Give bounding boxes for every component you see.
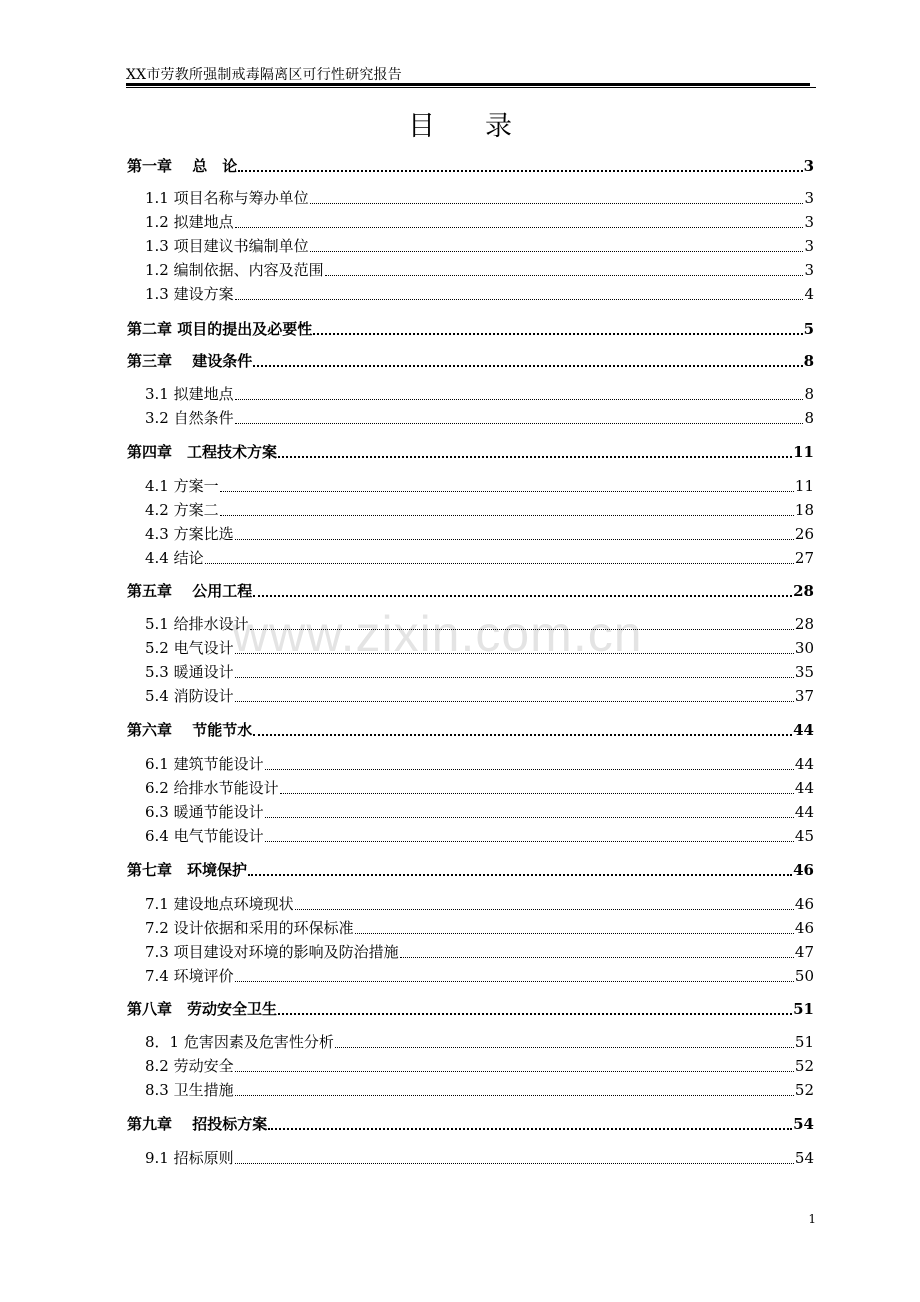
toc-dot-leader bbox=[253, 365, 802, 367]
toc-section-entry[interactable] bbox=[145, 1031, 814, 1053]
toc-entry-page: 46 bbox=[794, 895, 814, 913]
toc-chapter-entry[interactable] bbox=[127, 441, 814, 463]
toc-entry-page: 30 bbox=[794, 639, 814, 657]
toc-entry-label: 6.2 给排水节能设计 bbox=[145, 779, 279, 797]
toc-section-entry[interactable] bbox=[145, 1079, 814, 1101]
toc-entry-label: 1.1 项目名称与筹办单位 bbox=[145, 189, 309, 207]
toc-entry-label: 4.2 方案二 bbox=[145, 501, 219, 519]
toc-dot-leader bbox=[238, 170, 802, 172]
toc-section-entry[interactable] bbox=[145, 547, 814, 569]
toc-section-entry[interactable] bbox=[145, 777, 814, 799]
toc-chapter-entry[interactable] bbox=[127, 859, 814, 881]
toc-section-entry[interactable] bbox=[145, 235, 814, 257]
toc-section-entry[interactable] bbox=[145, 1147, 814, 1169]
toc-entry-label: 8.2 劳动安全 bbox=[145, 1057, 234, 1075]
toc-entry-label: 6.4 电气节能设计 bbox=[145, 827, 264, 845]
toc-dot-leader bbox=[220, 515, 794, 516]
toc-entry-page: 44 bbox=[794, 779, 814, 797]
toc-section-entry[interactable] bbox=[145, 825, 814, 847]
toc-entry-label: 5.3 暖通设计 bbox=[145, 663, 234, 681]
toc-section-entry[interactable] bbox=[145, 259, 814, 281]
toc-dot-leader bbox=[220, 491, 794, 492]
header-rule-thick bbox=[126, 83, 810, 86]
toc-entry-page: 54 bbox=[794, 1149, 814, 1167]
toc-entry-page: 26 bbox=[794, 525, 814, 543]
toc-section-entry[interactable] bbox=[145, 383, 814, 405]
toc-entry-label: 第三章 建设条件 bbox=[127, 352, 253, 370]
toc-chapter-entry[interactable] bbox=[127, 155, 814, 177]
toc-dot-leader bbox=[265, 817, 794, 818]
toc-dot-leader bbox=[278, 456, 792, 458]
toc-entry-page: 3 bbox=[804, 237, 814, 255]
toc-entry-page: 5 bbox=[803, 320, 814, 338]
toc-dot-leader bbox=[235, 299, 804, 300]
toc-chapter-entry[interactable] bbox=[127, 998, 814, 1020]
watermark: www.zixin.com.cn bbox=[232, 606, 643, 662]
toc-entry-page: 46 bbox=[793, 861, 814, 879]
toc-entry-label: 第一章 总 论 bbox=[127, 157, 238, 175]
toc-dot-leader bbox=[235, 1071, 794, 1072]
toc-chapter-entry[interactable] bbox=[127, 719, 814, 741]
toc-dot-leader bbox=[253, 595, 792, 597]
toc-entry-page: 8 bbox=[804, 409, 814, 427]
toc-entry-label: 4.3 方案比选 bbox=[145, 525, 234, 543]
toc-dot-leader bbox=[235, 653, 794, 654]
toc-entry-page: 3 bbox=[803, 157, 814, 175]
toc-entry-page: 28 bbox=[793, 582, 814, 600]
toc-entry-label: 1.3 建设方案 bbox=[145, 285, 234, 303]
toc-chapter-entry[interactable] bbox=[127, 1113, 814, 1135]
toc-section-entry[interactable] bbox=[145, 407, 814, 429]
toc-section-entry[interactable] bbox=[145, 283, 814, 305]
toc-dot-leader bbox=[235, 981, 794, 982]
toc-dot-leader bbox=[268, 1128, 792, 1130]
toc-entry-page: 52 bbox=[794, 1057, 814, 1075]
toc-dot-leader bbox=[235, 1163, 794, 1164]
toc-entry-page: 8 bbox=[803, 352, 814, 370]
toc-entry-page: 54 bbox=[793, 1115, 814, 1133]
toc-entry-label: 5.1 给排水设计 bbox=[145, 615, 249, 633]
toc-section-entry[interactable] bbox=[145, 893, 814, 915]
toc-chapter-entry[interactable] bbox=[127, 318, 814, 340]
toc-section-entry[interactable] bbox=[145, 613, 814, 635]
running-header bbox=[126, 66, 816, 90]
toc-dot-leader bbox=[280, 793, 794, 794]
toc-entry-label: 7.2 设计依据和采用的环保标准 bbox=[145, 919, 354, 937]
toc-entry-page: 37 bbox=[794, 687, 814, 705]
toc-entry-label: 7.1 建设地点环境现状 bbox=[145, 895, 294, 913]
toc-entry-label: 8.3 卫生措施 bbox=[145, 1081, 234, 1099]
toc-dot-leader bbox=[313, 333, 802, 335]
toc-section-entry[interactable] bbox=[145, 211, 814, 233]
toc-dot-leader bbox=[235, 539, 794, 540]
toc-entry-label: 第七章 环境保护 bbox=[127, 861, 248, 879]
toc-entry-label: 6.1 建筑节能设计 bbox=[145, 755, 264, 773]
toc-entry-label: 第八章 劳动安全卫生 bbox=[127, 1000, 278, 1018]
toc-title: 目录 bbox=[408, 111, 562, 142]
toc-dot-leader bbox=[235, 701, 794, 702]
toc-section-entry[interactable] bbox=[145, 917, 814, 939]
toc-entry-page: 47 bbox=[794, 943, 814, 961]
toc-entry-page: 3 bbox=[804, 261, 814, 279]
toc-dot-leader bbox=[235, 399, 804, 400]
toc-section-entry[interactable] bbox=[145, 753, 814, 775]
toc-entry-label: 第二章 项目的提出及必要性 bbox=[127, 320, 313, 338]
toc-entry-label: 第六章 节能节水 bbox=[127, 721, 253, 739]
toc-entry-page: 44 bbox=[793, 721, 814, 739]
toc-entry-page: 44 bbox=[794, 755, 814, 773]
toc-entry-page: 45 bbox=[794, 827, 814, 845]
toc-section-entry[interactable] bbox=[145, 801, 814, 823]
toc-dot-leader bbox=[235, 1095, 794, 1096]
toc-entry-label: 3.2 自然条件 bbox=[145, 409, 234, 427]
toc-entry-page: 46 bbox=[794, 919, 814, 937]
toc-chapter-entry[interactable] bbox=[127, 350, 814, 372]
toc-entry-label: 4.4 结论 bbox=[145, 549, 204, 567]
toc-entry-page: 28 bbox=[794, 615, 814, 633]
toc-section-entry[interactable] bbox=[145, 1055, 814, 1077]
toc-entry-page: 27 bbox=[794, 549, 814, 567]
toc-entry-label: 1.2 拟建地点 bbox=[145, 213, 234, 231]
toc-dot-leader bbox=[250, 629, 794, 630]
toc-entry-page: 18 bbox=[794, 501, 814, 519]
toc-dot-leader bbox=[235, 423, 804, 424]
toc-dot-leader bbox=[335, 1047, 794, 1048]
toc-entry-page: 35 bbox=[794, 663, 814, 681]
toc-dot-leader bbox=[205, 563, 794, 564]
toc-entry-label: 第五章 公用工程 bbox=[127, 582, 253, 600]
toc-dot-leader bbox=[265, 841, 794, 842]
toc-section-entry[interactable] bbox=[145, 499, 814, 521]
toc-entry-page: 3 bbox=[804, 213, 814, 231]
toc-section-entry[interactable] bbox=[145, 523, 814, 545]
header-rule-thin bbox=[126, 87, 816, 88]
toc-entry-label: 5.4 消防设计 bbox=[145, 687, 234, 705]
toc-dot-leader bbox=[400, 957, 794, 958]
toc-entry-label: 第四章 工程技术方案 bbox=[127, 443, 278, 461]
toc-entry-label: 7.4 环境评价 bbox=[145, 967, 234, 985]
toc-entry-label: 3.1 拟建地点 bbox=[145, 385, 234, 403]
toc-dot-leader bbox=[295, 909, 794, 910]
toc-entry-label: 第九章 招投标方案 bbox=[127, 1115, 268, 1133]
header-title: XX市劳教所强制戒毒隔离区可行性研究报告 bbox=[126, 67, 402, 83]
toc-entry-page: 4 bbox=[804, 285, 814, 303]
toc-entry-page: 11 bbox=[794, 477, 814, 495]
toc-dot-leader bbox=[325, 275, 804, 276]
toc-dot-leader bbox=[253, 734, 792, 736]
toc-entry-page: 52 bbox=[794, 1081, 814, 1099]
toc-dot-leader bbox=[248, 874, 792, 876]
toc-entry-label: 1.3 项目建议书编制单位 bbox=[145, 237, 309, 255]
toc-section-entry[interactable] bbox=[145, 965, 814, 987]
toc-entry-label: 4.1 方案一 bbox=[145, 477, 219, 495]
page-number: 1 bbox=[808, 1212, 816, 1226]
toc-section-entry[interactable] bbox=[145, 475, 814, 497]
toc-entry-label: 1.2 编制依据、内容及范围 bbox=[145, 261, 324, 279]
toc-entry-label: 8．1 危害因素及危害性分析 bbox=[145, 1033, 334, 1051]
toc-dot-leader bbox=[235, 677, 794, 678]
toc-dot-leader bbox=[355, 933, 794, 934]
toc-entry-label: 6.3 暖通节能设计 bbox=[145, 803, 264, 821]
toc-entry-page: 8 bbox=[804, 385, 814, 403]
toc-section-entry[interactable] bbox=[145, 637, 814, 659]
toc-entry-label: 7.3 项目建设对环境的影响及防治措施 bbox=[145, 943, 399, 961]
toc-section-entry[interactable] bbox=[145, 685, 814, 707]
toc-dot-leader bbox=[310, 251, 804, 252]
toc-entry-label: 5.2 电气设计 bbox=[145, 639, 234, 657]
toc-section-entry[interactable] bbox=[145, 941, 814, 963]
toc-entry-label: 9.1 招标原则 bbox=[145, 1149, 234, 1167]
toc-entry-page: 44 bbox=[794, 803, 814, 821]
toc-dot-leader bbox=[278, 1013, 792, 1015]
toc-entry-page: 3 bbox=[804, 189, 814, 207]
toc-section-entry[interactable] bbox=[145, 187, 814, 209]
toc-dot-leader bbox=[235, 227, 804, 228]
toc-entry-page: 50 bbox=[794, 967, 814, 985]
toc-entry-page: 51 bbox=[794, 1033, 814, 1051]
toc-entry-page: 11 bbox=[793, 443, 814, 461]
toc-chapter-entry[interactable] bbox=[127, 580, 814, 602]
toc-section-entry[interactable] bbox=[145, 661, 814, 683]
toc-dot-leader bbox=[265, 769, 794, 770]
toc-entry-page: 51 bbox=[793, 1000, 814, 1018]
toc-dot-leader bbox=[310, 203, 804, 204]
